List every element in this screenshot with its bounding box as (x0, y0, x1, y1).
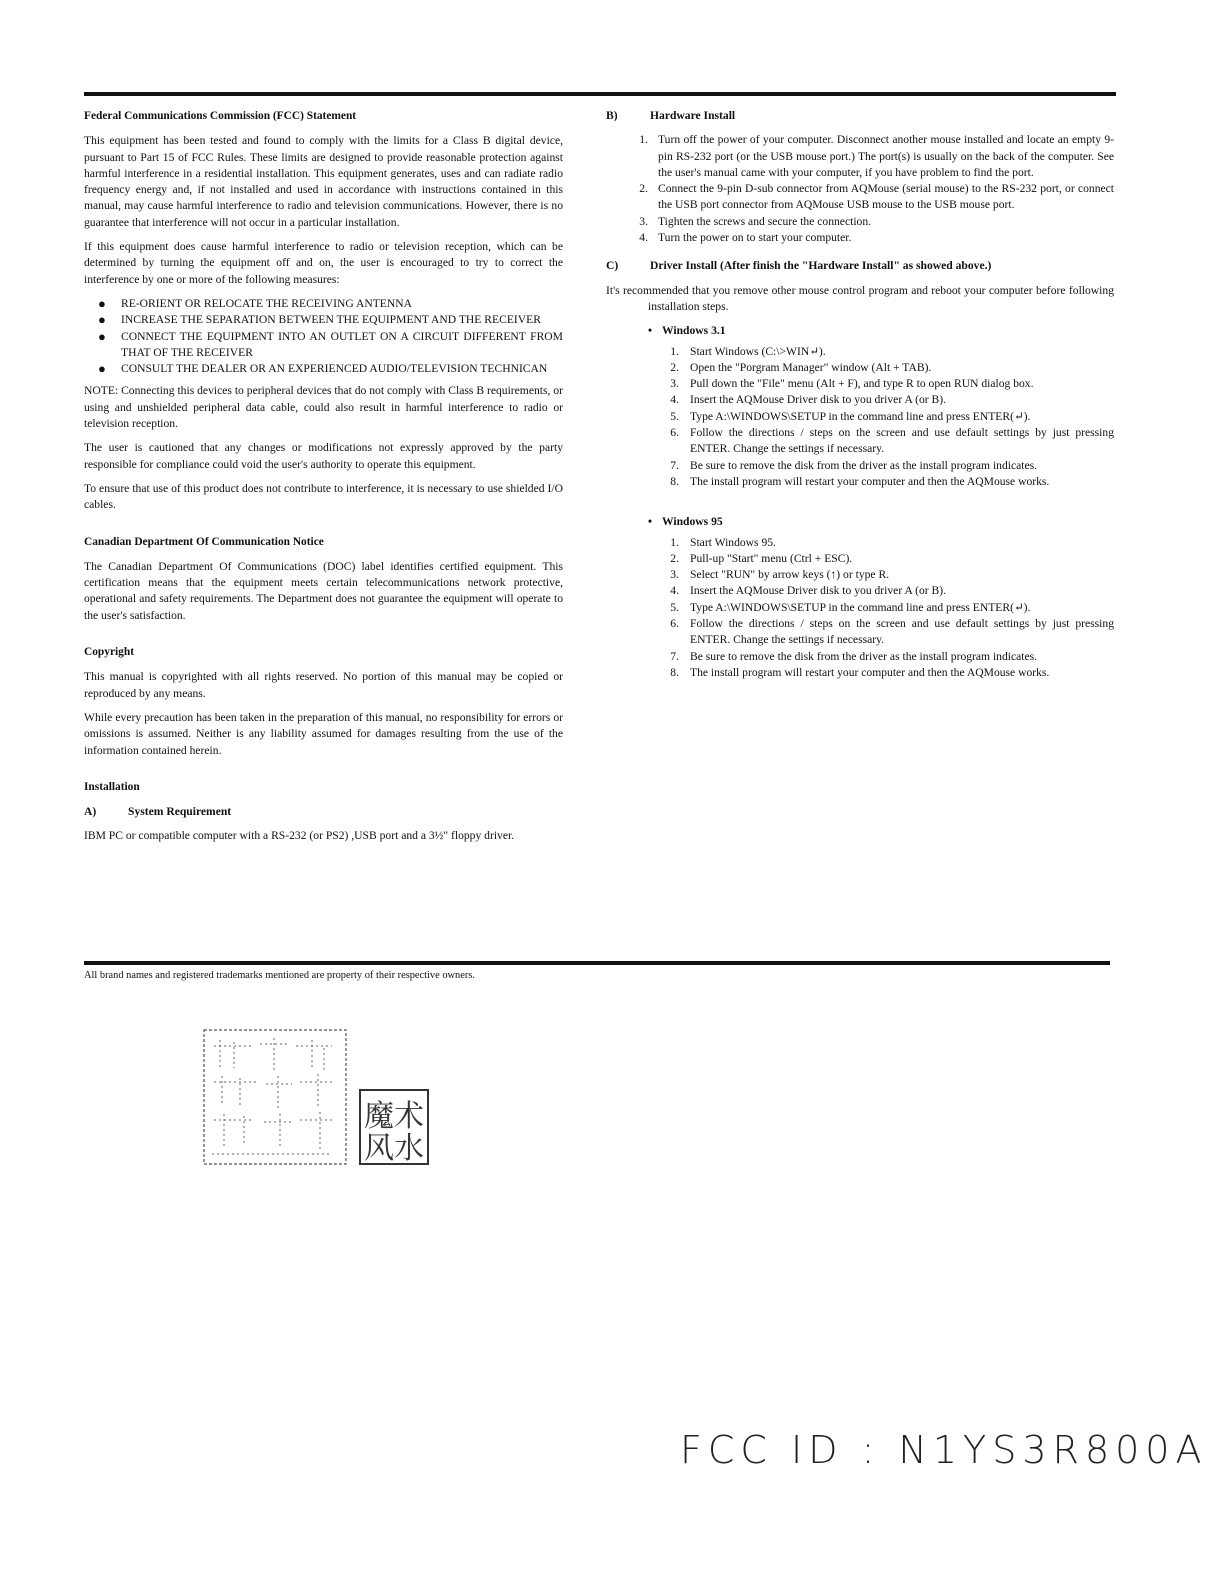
system-requirement-heading: A) System Requirement (84, 805, 232, 819)
measure-item: ● INCREASE THE SEPARATION BETWEEN THE EQUIPMENT AND THE RECEIVER (98, 312, 541, 328)
driver-install-heading: C) Driver Install (After finish the "Hardware Install" as showed above.) (606, 259, 992, 273)
fcc-heading: Federal Communications Commission (FCC) Statement (84, 110, 357, 122)
stamp-icon (200, 1028, 432, 1168)
bullet-icon: • (648, 515, 653, 529)
installation-heading: Installation (84, 780, 140, 793)
handwritten-fcc-id: FCC ID : N1YS3R800A (680, 1428, 1208, 1472)
win31-step: 5. Type A:\WINDOWS\SETUP in the command line and press ENTER(↵). (670, 409, 1031, 423)
hardware-step: 3. Tighten the screws and secure the connection. (639, 214, 872, 228)
windows-31-title: • Windows 3.1 (606, 323, 1114, 339)
driver-intro: It's recommended that you remove other mouse control program and reboot your computer before following installation steps. (606, 283, 1114, 313)
system-requirement-text: IBM PC or compatible computer with a RS-232 (or PS2) ,USB port and a 3½" floppy driver. (84, 829, 515, 843)
hardware-step: 1. Turn off the power of your computer. Disconnect another mouse installed and locate an empty 9-pin RS-232 port (or the USB mouse port.) The port(s) is usually on the back of the computer. See the user's manual came with your computer, if you have problem to find the port. (639, 133, 1114, 179)
canada-paragraph: The Canadian Department Of Communications (DOC) label identifies certified equipment. This certification means that the equipment meets certain telecommunications network protective, operational and safety requirements. The Department does not guarantee the equipment will operate to the user's satisfaction. (84, 559, 563, 622)
fcc-paragraph-4: To ensure that use of this product does not contribute to interference, it is necessary to use shielded I/O cables. (84, 481, 563, 512)
fcc-note: NOTE: Connecting this devices to peripheral devices that do not comply with Class B requirements, or using and unshielded peripheral data cable, could also result in harmful interference to radio or television reception. (84, 384, 563, 431)
win31-step: 8. The install program will restart your computer and then the AQMouse works. (670, 474, 1050, 488)
fcc-paragraph-2: If this equipment does cause harmful interference to radio or television reception, which can be determined by turning the equipment off and on, the user is encouraged to try to correct the interference by one or more of the following measures: (84, 240, 563, 286)
win31-step: 6. Follow the directions / steps on the screen and use default settings by just pressing ENTER. Change the settings if necessary. (670, 426, 1114, 456)
win31-step: 2. Open the "Porgram Manager" window (Alt + TAB). (670, 360, 932, 374)
windows-95-title: • Windows 95 (606, 514, 1114, 530)
win31-step: 7. Be sure to remove the disk from the driver as the install program indicates. (670, 458, 1038, 472)
left-column (84, 108, 563, 853)
copyright-paragraph-2: While every precaution has been taken in the preparation of this manual, no responsibility for errors or omissions is assumed. Neither is any liability assumed for damages resulting from the use of the information contained herein. (84, 710, 563, 757)
win95-step: 1. Start Windows 95. (670, 535, 776, 549)
fcc-paragraph-1: This equipment has been tested and found to comply with the limits for a Class B digital device, pursuant to Part 15 of FCC Rules. These limits are designed to provide reasonable protection against harmful interference in a residential installation. This equipment generates, uses and can radiate radio frequency energy and, if not installed and used in accordance with instructions contained in this manual, may cause harmful interference to radio and television communications. However, there is no guarantee that interference will not occur in a particular installation. (84, 134, 563, 229)
win95-step: 6. Follow the directions / steps on the screen and use default settings by just pressing ENTER. Change the settings if necessary. (670, 617, 1114, 647)
win31-step: 1. Start Windows (C:\>WIN↵). (670, 344, 826, 358)
win95-step: 8. The install program will restart your computer and then the AQMouse works. (670, 665, 1050, 679)
bullet-icon: • (648, 324, 653, 338)
win31-step: 3. Pull down the "File" menu (Alt + F), and type R to open RUN dialog box. (670, 377, 1034, 391)
bullet-icon: ● (98, 328, 106, 344)
windows-95-steps (606, 535, 1114, 682)
bottom-rule (84, 961, 1110, 965)
hardware-install-heading: B) Hardware Install (606, 109, 736, 122)
measure-item: ● CONSULT THE DEALER OR AN EXPERIENCED AUDIO/TELEVISION TECHNICAN (98, 361, 548, 377)
win95-step: 2. Pull-up "Start" menu (Ctrl + ESC). (670, 551, 853, 565)
win31-step: 4. Insert the AQMouse Driver disk to you driver A (or B). (670, 393, 946, 407)
bullet-icon: ● (98, 361, 106, 377)
stamp-text: 魔术 (364, 1099, 424, 1134)
trademark-footer: All brand names and registered trademarks mentioned are property of their respective owners. (84, 970, 475, 981)
fcc-paragraph-3: The user is cautioned that any changes or modifications not expressly approved by the party responsible for compliance could void the user's authority to operate this equipment. (84, 441, 563, 471)
win95-step: 5. Type A:\WINDOWS\SETUP in the command line and press ENTER(↵). (670, 600, 1031, 614)
canada-heading: Canadian Department Of Communication Notice (84, 535, 324, 548)
hardware-step: 4. Turn the power on to start your computer. (639, 231, 852, 245)
svg-text:风水: 风水 (364, 1131, 424, 1166)
win95-step: 4. Insert the AQMouse Driver disk to you driver A (or B). (670, 584, 946, 598)
measure-item: ● CONNECT THE EQUIPMENT INTO AN OUTLET ON A CIRCUIT DIFFERENT FROM THAT OF THE RECEIVER (98, 328, 563, 359)
win95-step: 7. Be sure to remove the disk from the driver as the install program indicates. (670, 649, 1038, 663)
top-rule (84, 92, 1116, 96)
win95-step: 3. Select "RUN" by arrow keys (↑) or type R. (670, 568, 890, 582)
windows-31-steps (606, 344, 1114, 491)
seal-stamps (200, 1028, 432, 1168)
measure-item: ● RE-ORIENT OR RELOCATE THE RECEIVING ANTENNA (98, 295, 413, 311)
copyright-paragraph-1: This manual is copyrighted with all rights reserved. No portion of this manual may be copied or reproduced by any means. (84, 670, 563, 700)
bullet-icon: ● (98, 295, 106, 311)
fcc-measures-list (84, 296, 563, 377)
hardware-step: 2. Connect the 9-pin D-sub connector from AQMouse (serial mouse) to the RS-232 port, or connect the USB port connector from AQMouse USB mouse to the USB mouse port. (639, 182, 1114, 212)
bullet-icon: ● (98, 312, 106, 328)
hardware-steps (606, 132, 1114, 246)
copyright-heading: Copyright (84, 646, 134, 659)
right-column (606, 108, 1114, 681)
